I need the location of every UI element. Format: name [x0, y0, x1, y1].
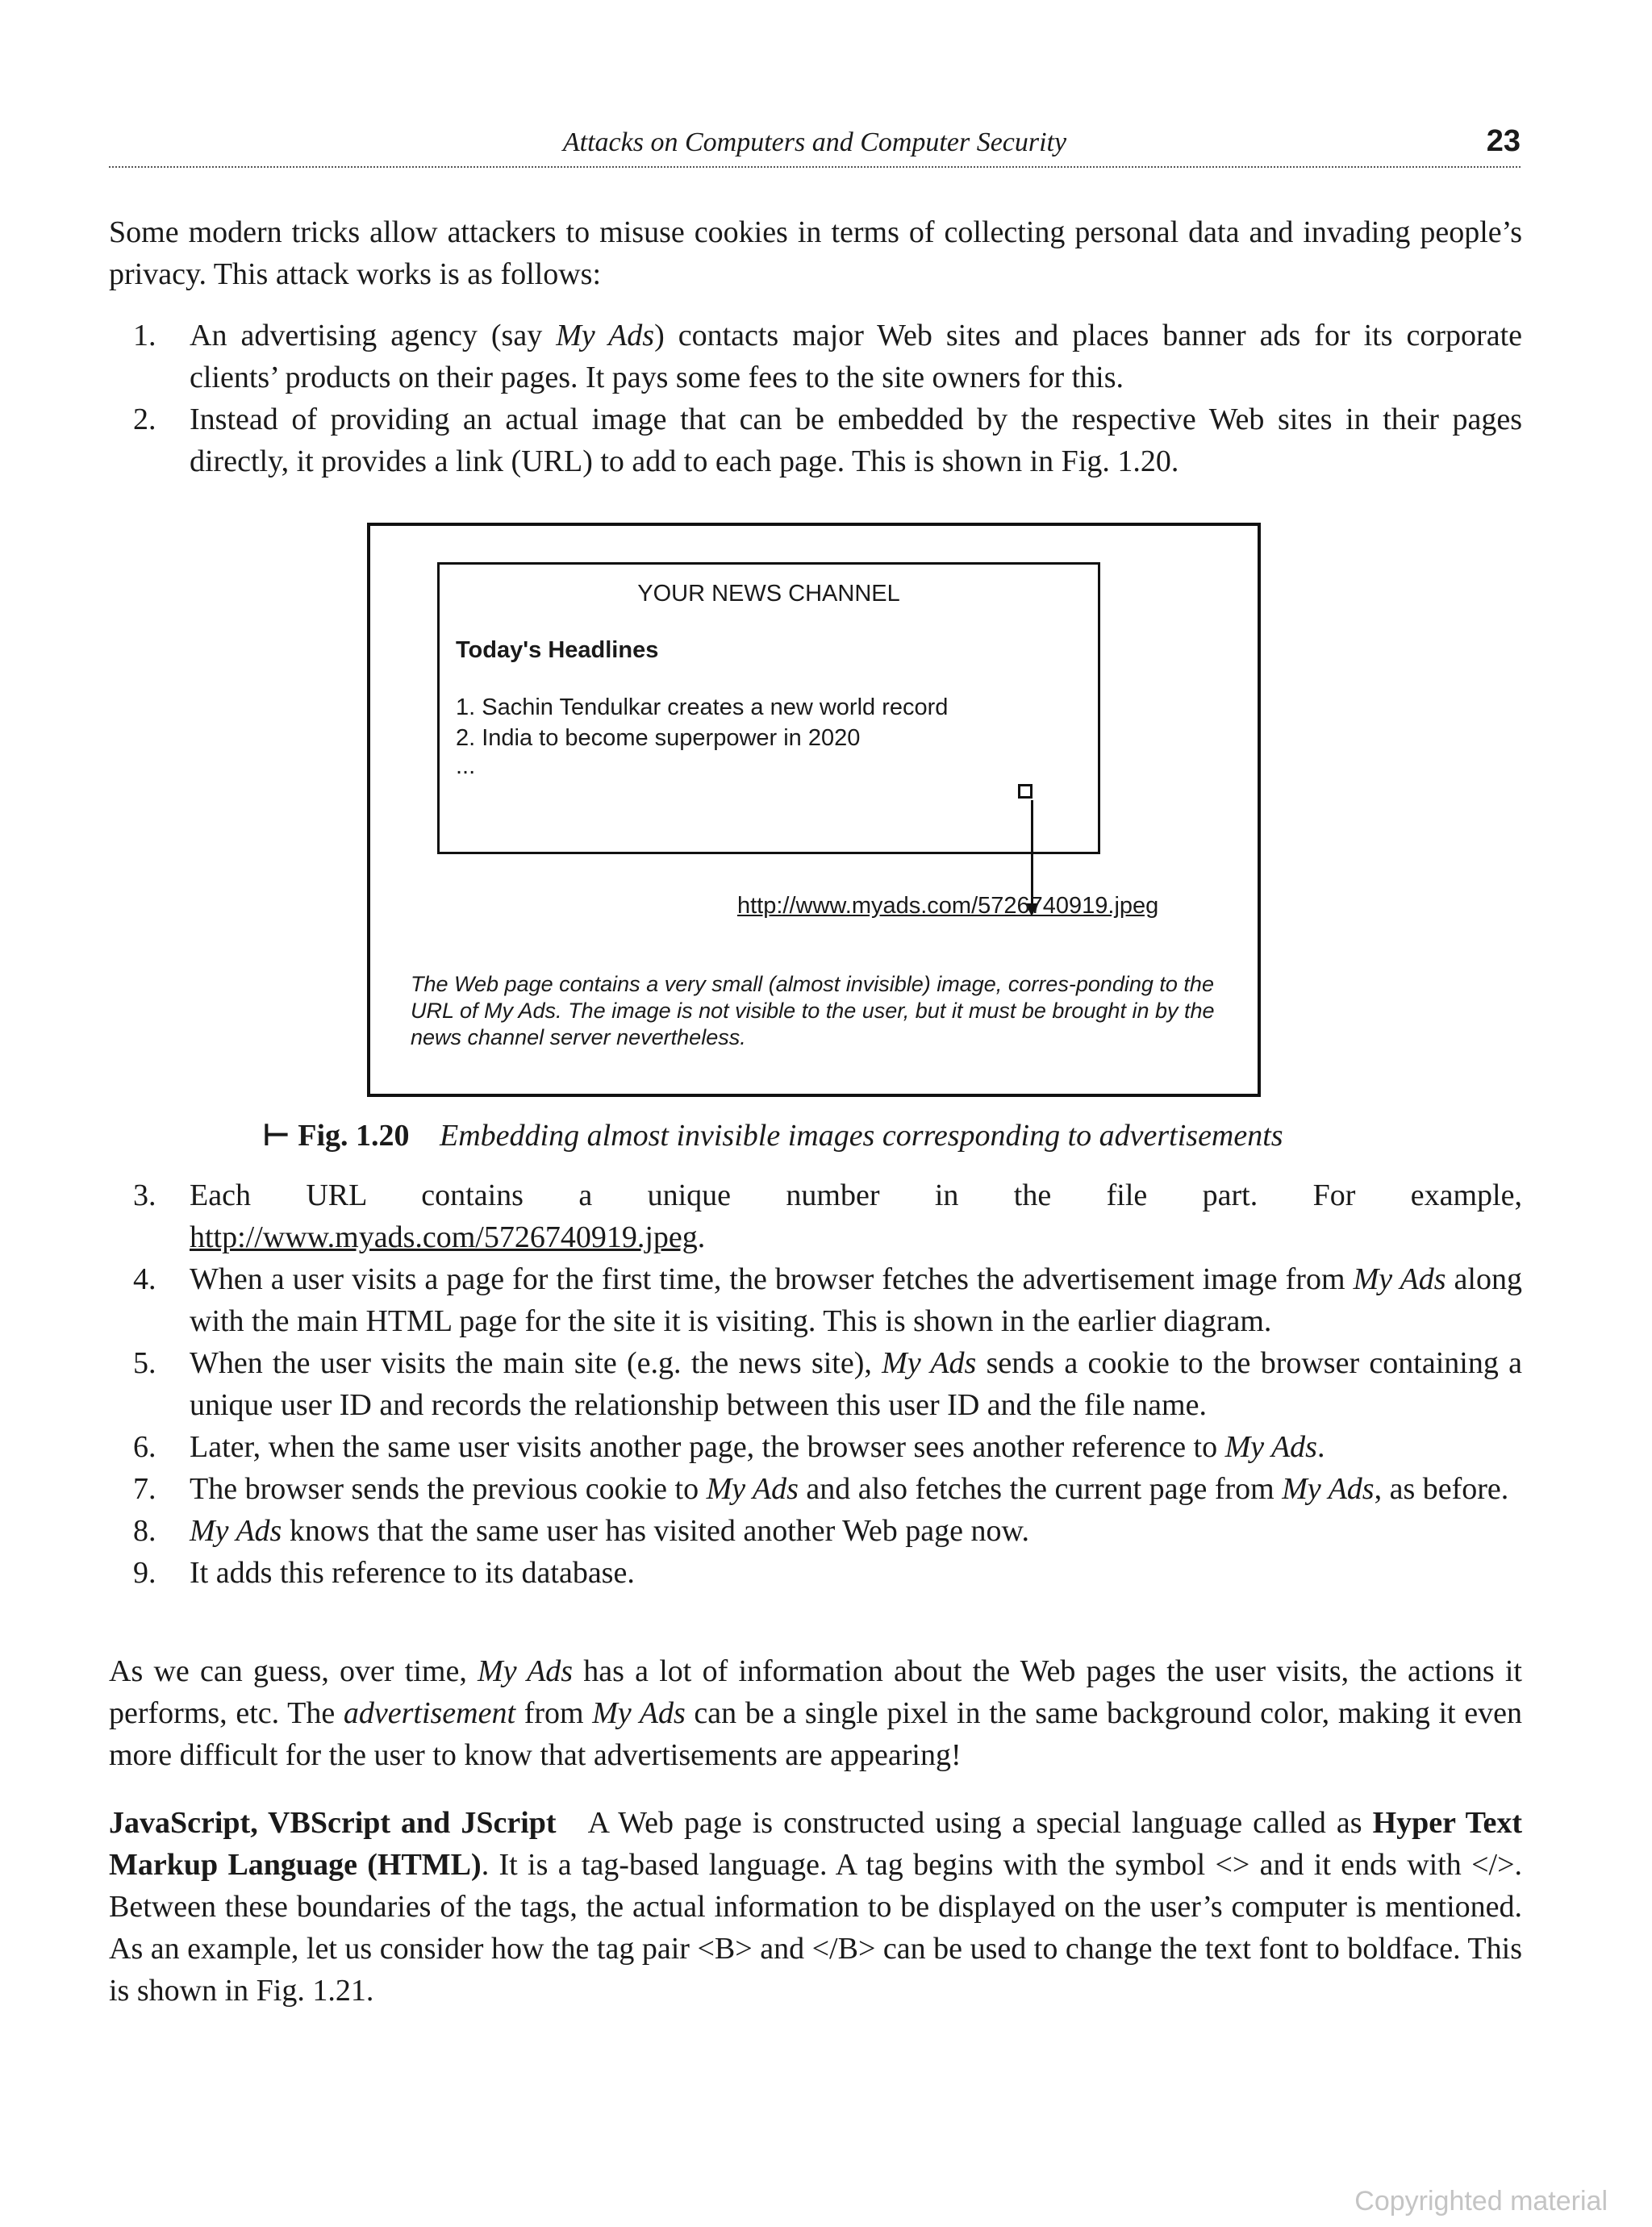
emphasis: advertisement	[343, 1696, 516, 1730]
steps-list-a	[109, 315, 1522, 482]
caption-marker-icon: ⊢	[262, 1119, 290, 1153]
ad-url: http://www.myads.com/5726740919.jpeg	[737, 893, 1159, 919]
intro-text: Some modern tricks allow attackers to misuse cookies in terms of collecting personal data and invading people’s privacy. This attack works is as follows:	[109, 215, 1522, 291]
emphasis: My Ads	[592, 1696, 686, 1730]
item-number: 4.	[133, 1262, 156, 1296]
caption-label: Fig. 1.20	[298, 1119, 410, 1153]
item-number: 7.	[133, 1472, 156, 1506]
item-number: 3.	[133, 1178, 156, 1212]
list-item: 9. It adds this reference to its database.	[109, 1552, 1522, 1594]
arrow-line	[1031, 800, 1033, 905]
item-number: 5.	[133, 1346, 156, 1380]
invisible-image-icon	[1018, 784, 1032, 799]
caption-text: Embedding almost invisible images corresponding to advertisements	[440, 1119, 1283, 1153]
list-item: 3. Each URL contains a unique number in the file part. For example, http://www.myads.com/5726740919.jpeg.	[109, 1174, 1522, 1258]
ellipsis: ...	[456, 753, 476, 779]
item-number: 9.	[133, 1556, 156, 1590]
news-page-mockup	[437, 562, 1100, 854]
steps-list-b	[109, 1174, 1522, 1594]
list-item: 2. Instead of providing an actual image that can be embedded by the respective Web sites in their pages directly, it provides a link (URL) to add to each page. This is shown in Fig. 1.20.	[109, 398, 1522, 482]
emphasis: My Ads	[1353, 1262, 1446, 1296]
emphasis: My Ads	[478, 1654, 574, 1688]
headline-item: 2. India to become superpower in 2020	[456, 725, 861, 751]
channel-title: YOUR NEWS CHANNEL	[637, 581, 900, 607]
item-number: 2.	[133, 402, 156, 436]
item-number: 1.	[133, 319, 156, 352]
emphasis: My Ads	[1282, 1472, 1375, 1506]
figure-1-20	[367, 523, 1261, 1097]
emphasis: My Ads	[556, 319, 655, 352]
emphasis: My Ads	[1224, 1430, 1317, 1464]
headlines-heading: Today's Headlines	[456, 637, 659, 663]
emphasis: My Ads	[882, 1346, 977, 1380]
emphasis: My Ads	[190, 1514, 282, 1548]
item-number: 6.	[133, 1430, 156, 1464]
item-number: 8.	[133, 1514, 156, 1548]
example-url-link[interactable]: http://www.myads.com/5726740919.jpeg	[190, 1220, 698, 1254]
list-item: 8. My Ads knows that the same user has visited another Web page now.	[109, 1510, 1522, 1552]
section-heading: JavaScript, VBScript and JScript	[109, 1806, 557, 1840]
emphasis: My Ads	[706, 1472, 799, 1506]
summary-paragraph: As we can guess, over time, My Ads has a lot of information about the Web pages the user visits, the actions it performs, etc. The advertisement from My Ads can be a single pixel in the same background color, making it even more difficult for the user to know that advertisements are appearing!	[109, 1654, 1523, 1772]
headline-list	[456, 692, 948, 753]
section-paragraph: JavaScript, VBScript and JScript A Web page is constructed using a special language called as Hyper Text Markup Language (HTML). It is a tag-based language. A tag begins with the symbol <> and it ends with </>. Between these boundaries of the tags, the actual information to be displayed on the user’s computer is mentioned. As an example, let us consider how the tag pair <B> and </B> can be used to change the text font to boldface. This is shown in Fig. 1.21.	[109, 1806, 1523, 2008]
running-title: Attacks on Computers and Computer Security	[562, 127, 1067, 157]
list-item: 7. The browser sends the previous cookie to My Ads and also fetches the current page from My Ads, as before.	[109, 1468, 1522, 1510]
page-number: 23	[1486, 124, 1521, 158]
list-item: 4. When a user visits a page for the first time, the browser fetches the advertisement image from My Ads along with the main HTML page for the site it is visiting. This is shown in the earlier diagram.	[109, 1258, 1522, 1342]
header-rule	[109, 166, 1521, 168]
headline-item: 1. Sachin Tendulkar creates a new world record	[456, 694, 949, 720]
running-header	[109, 121, 1521, 169]
watermark: Copyrighted material	[1354, 2186, 1608, 2217]
intro-paragraph	[109, 211, 1522, 295]
figure-note: The Web page contains a very small (almost invisible) image, corres-ponding to the URL of My Ads. The image is not visible to the user, but it must be brought in by the news channel server nevertheless.	[411, 972, 1215, 1049]
list-item: 6. Later, when the same user visits another page, the browser sees another reference to My Ads.	[109, 1426, 1522, 1468]
list-item: 5. When the user visits the main site (e.g. the news site), My Ads sends a cookie to the browser containing a unique user ID and records the relationship between this user ID and the file name.	[109, 1342, 1522, 1426]
figure-caption	[262, 1115, 1283, 1157]
bold-term: Hyper Text Markup Language (HTML)	[109, 1806, 1523, 1882]
list-item: 1. An advertising agency (say My Ads) contacts major Web sites and places banner ads for its corporate clients’ products on their pages. It pays some fees to the site owners for this.	[109, 315, 1522, 398]
